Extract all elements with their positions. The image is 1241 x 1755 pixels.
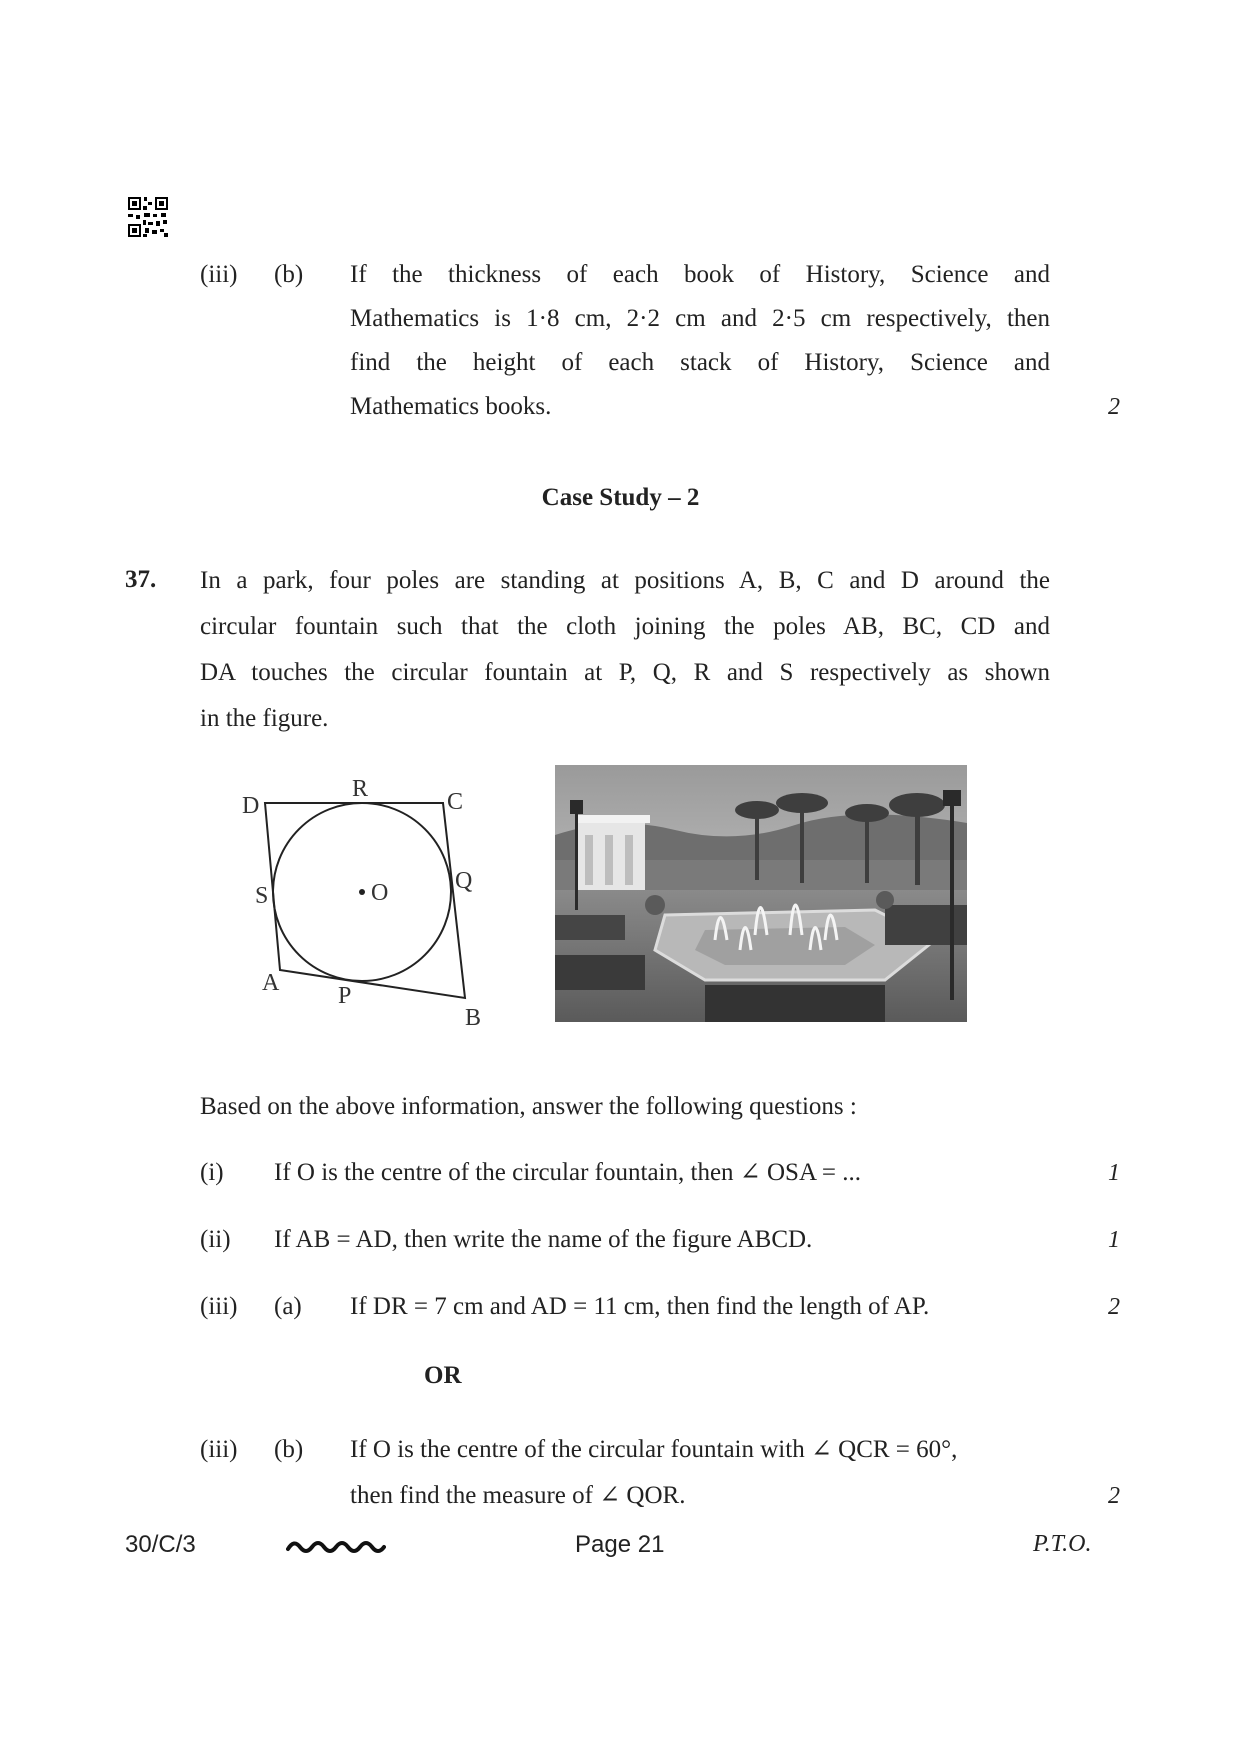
footer-wave-ornament [286, 1535, 386, 1557]
q36-iii-number: (iii) [200, 261, 238, 288]
label-o: O [371, 880, 389, 906]
or-label: OR [424, 1362, 462, 1389]
label-d: D [242, 793, 260, 819]
q37-iii-a-number: (iii) [200, 1293, 238, 1320]
label-q: Q [455, 868, 473, 894]
footer-page-number: Page 21 [575, 1531, 665, 1558]
label-p: P [338, 983, 352, 1009]
q37-ii-text: If AB = AD, then write the name of the figure ABCD. [274, 1226, 813, 1253]
q37-number: 37. [125, 566, 157, 593]
q36-line-2: Mathematics is 1·8 cm, 2·2 cm and 2·5 cm respectively, then [350, 305, 1050, 332]
footer-pto: P.T.O. [1033, 1531, 1092, 1557]
q37-line-1: In a park, four poles are standing at positions A, B, C and D around the [200, 567, 1050, 594]
based-on-text: Based on the above information, answer the following questions : [200, 1093, 857, 1120]
qr-code [128, 197, 168, 237]
label-s: S [255, 883, 269, 909]
q37-i-marks: 1 [1108, 1160, 1120, 1186]
q37-line-4: in the figure. [200, 705, 329, 732]
q36-iii-b-text [350, 253, 1050, 429]
label-a: A [262, 970, 280, 996]
case-study-title: Case Study – 2 [541, 484, 700, 511]
label-c: C [447, 789, 464, 815]
q37-iii-b-marks: 2 [1108, 1483, 1120, 1509]
q37-iii-b-sub: (b) [274, 1436, 304, 1463]
centre-point [359, 889, 365, 895]
tangential-quadrilateral-figure [225, 770, 515, 1030]
q37-iii-a-marks: 2 [1108, 1294, 1120, 1320]
q37-iii-b-line-1: If O is the centre of the circular fountain with ∠ QCR = 60°, [350, 1436, 958, 1463]
q36-line-1: If the thickness of each book of History, Science and [350, 261, 1050, 288]
label-r: R [352, 776, 369, 802]
q37-iii-a-sub: (a) [274, 1293, 302, 1320]
q37-text [200, 558, 1050, 742]
q37-line-3: DA touches the circular fountain at P, Q, R and S respectively as shown [200, 659, 1050, 686]
label-b: B [465, 1005, 482, 1030]
q37-ii-marks: 1 [1108, 1227, 1120, 1253]
q36-iii-sub: (b) [274, 261, 304, 288]
q36-line-3: find the height of each stack of History, Science and [350, 349, 1050, 376]
q37-i-text: If O is the centre of the circular fountain, then ∠ OSA = ... [274, 1159, 861, 1186]
q36-line-4: Mathematics books. [350, 393, 552, 420]
q37-line-2: circular fountain such that the cloth joining the poles AB, BC, CD and [200, 613, 1050, 640]
q37-i-number: (i) [200, 1159, 224, 1186]
park-fountain-photo [555, 765, 967, 1022]
q37-ii-number: (ii) [200, 1226, 231, 1253]
q37-iii-a-text: If DR = 7 cm and AD = 11 cm, then find the length of AP. [350, 1293, 930, 1320]
q37-iii-b-number: (iii) [200, 1436, 238, 1463]
q37-iii-b-line-2: then find the measure of ∠ QOR. [350, 1482, 686, 1509]
footer-code: 30/C/3 [125, 1531, 196, 1558]
q36-marks: 2 [1108, 394, 1120, 420]
